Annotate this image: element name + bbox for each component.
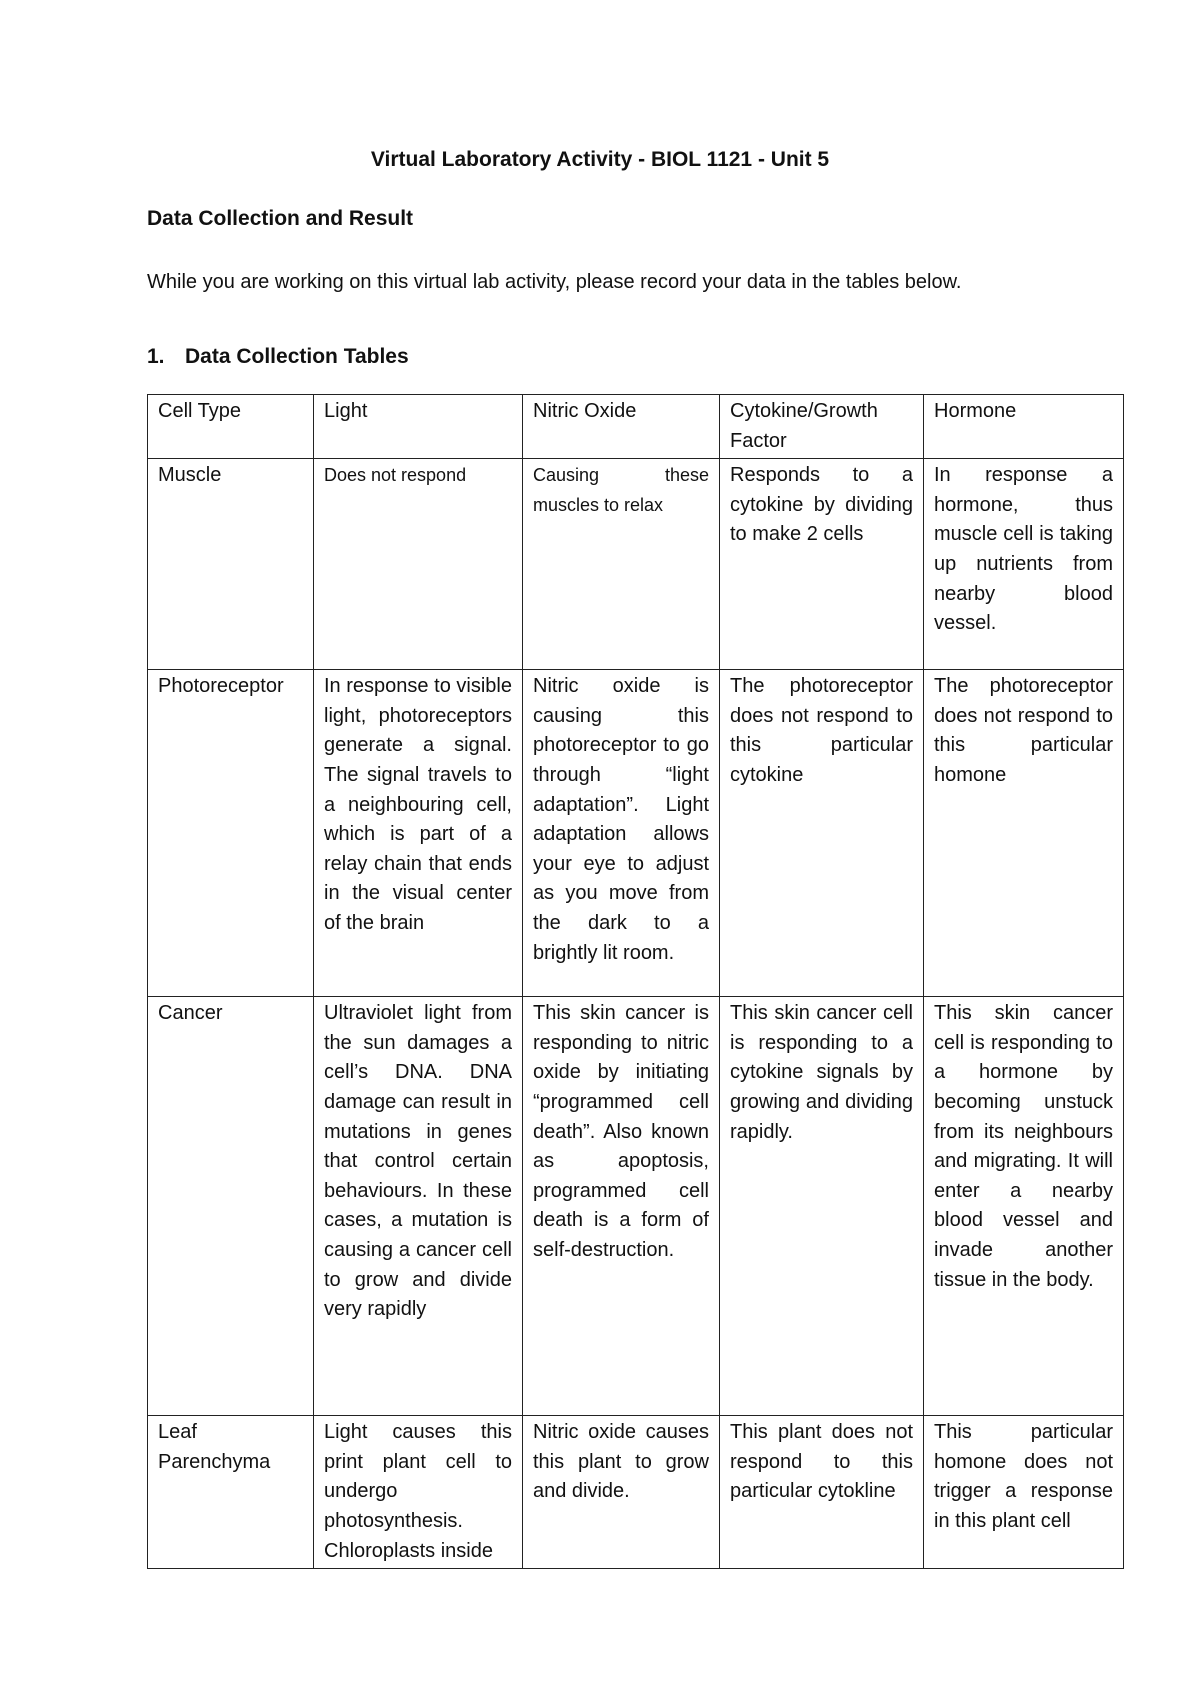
light-cell: Ultraviolet light from the sun damages a cell’s DNA. DNA damage can result in mutations in genes that control certain behaviours. In these cases, a mutation is causing a cancer cell to grow and divide very rapidly: [314, 997, 523, 1416]
table-row: [148, 997, 1124, 1416]
intro-paragraph: While you are working on this virtual lab activity, please record your data in the tables below.: [147, 271, 962, 293]
data-collection-table: [147, 394, 1124, 1569]
tables-heading: [147, 345, 409, 369]
nitric-oxide-cell: Nitric oxide causes this plant to grow and divide.: [523, 1416, 720, 1569]
nitric-oxide-cell: This skin cancer is responding to nitric oxide by initiating “programmed cell death”. Also known as apoptosis, programmed cell death is a form of self-destruction.: [523, 997, 720, 1416]
nitric-oxide-cell: Nitric oxide is causing this photoreceptor to go through “light adaptation”. Light adaptation allows your eye to adjust as you move from the dark to a brightly lit room.: [523, 670, 720, 997]
cytokine-cell: The photoreceptor does not respond to this particular cytokine: [720, 670, 924, 997]
header-hormone: Hormone: [924, 395, 1124, 459]
light-cell: Does not respond: [314, 459, 523, 670]
cell-type-cell: Muscle: [148, 459, 314, 670]
hormone-cell: This skin cancer cell is responding to a hormone by becoming unstuck from its neighbours and migrating. It will enter a nearby blood vessel and invade another tissue in the body.: [924, 997, 1124, 1416]
header-light: Light: [314, 395, 523, 459]
cytokine-cell: This skin cancer cell is responding to a cytokine signals by growing and dividing rapidly.: [720, 997, 924, 1416]
header-cell-type: Cell Type: [148, 395, 314, 459]
list-number: 1.: [147, 345, 165, 368]
table-row: [148, 670, 1124, 997]
cytokine-cell: This plant does not respond to this particular cytokline: [720, 1416, 924, 1569]
table-row: [148, 459, 1124, 670]
hormone-cell: In response a hormone, thus muscle cell is taking up nutrients from nearby blood vessel.: [924, 459, 1124, 670]
tables-heading-text: Data Collection Tables: [185, 345, 409, 368]
header-nitric-oxide: Nitric Oxide: [523, 395, 720, 459]
light-cell: In response to visible light, photoreceptors generate a signal. The signal travels to a neighbouring cell, which is part of a relay chain that ends in the visual center of the brain: [314, 670, 523, 997]
nitric-oxide-cell: Causing these muscles to relax: [523, 459, 720, 670]
table-header-row: [148, 395, 1124, 459]
hormone-cell: This particular homone does not trigger a response in this plant cell: [924, 1416, 1124, 1569]
hormone-cell: The photoreceptor does not respond to this particular homone: [924, 670, 1124, 997]
cell-type-cell: Photoreceptor: [148, 670, 314, 997]
cytokine-cell: Responds to a cytokine by dividing to make 2 cells: [720, 459, 924, 670]
cell-type-cell: Leaf Parenchyma: [148, 1416, 314, 1569]
header-cytokine: Cytokine/Growth Factor: [720, 395, 924, 459]
section-heading: Data Collection and Result: [147, 207, 414, 230]
light-cell: Light causes this print plant cell to undergo photosynthesis. Chloroplasts inside: [314, 1416, 523, 1569]
document-title: Virtual Laboratory Activity - BIOL 1121 - Unit 5: [370, 148, 830, 171]
table-row: [148, 1416, 1124, 1569]
cell-type-cell: Cancer: [148, 997, 314, 1416]
